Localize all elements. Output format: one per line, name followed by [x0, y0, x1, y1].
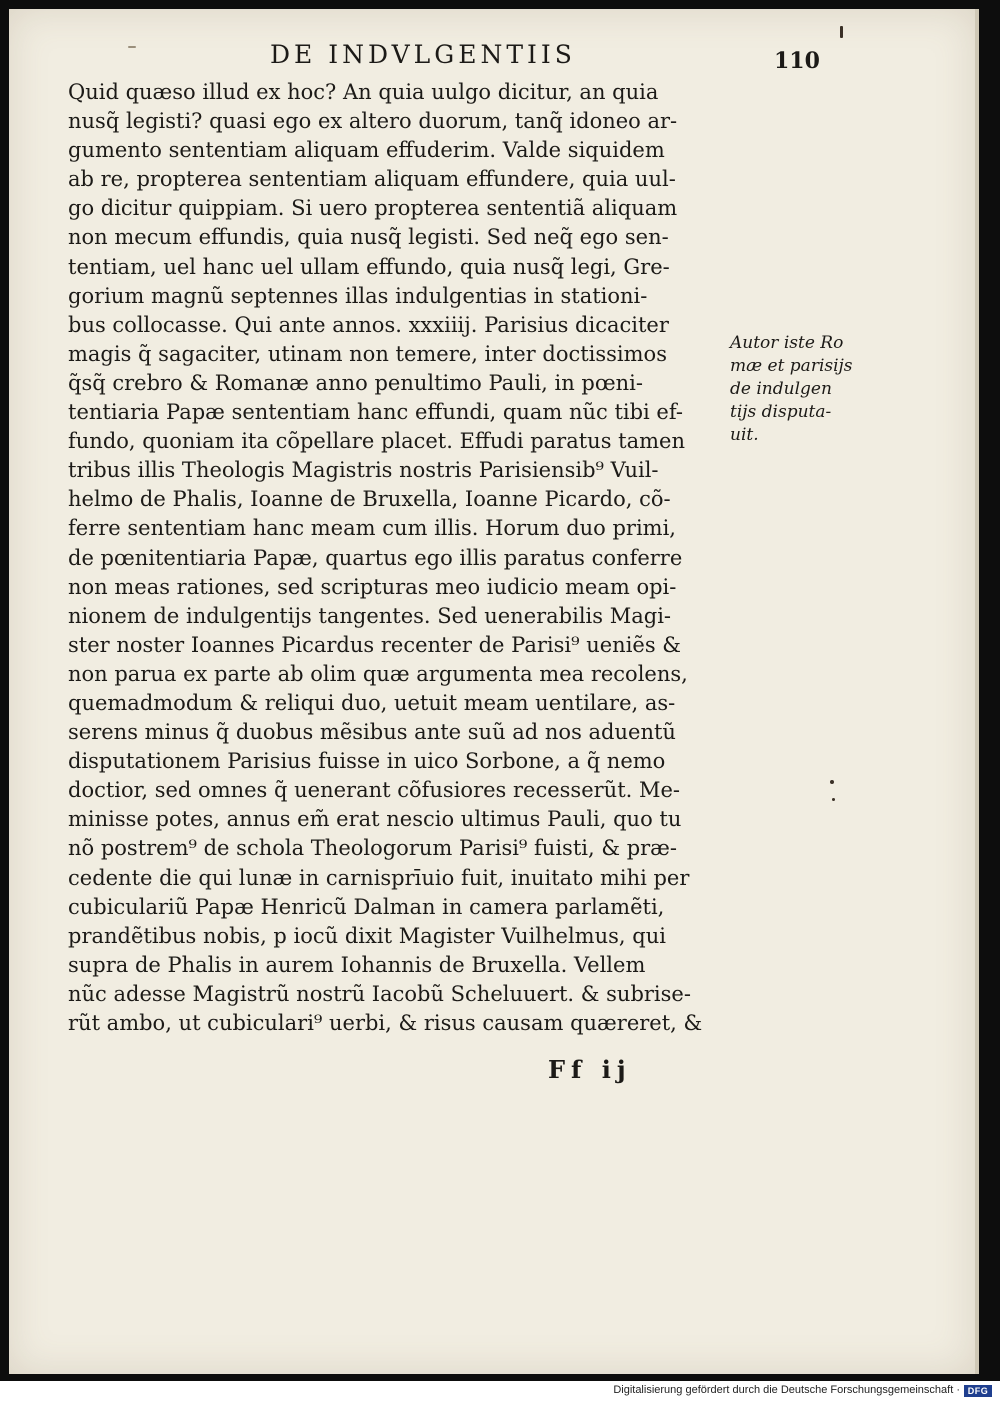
text-line: cubiculariũ Papæ Henricũ Dalman in camera parlamẽti, [68, 894, 665, 919]
text-line: helmo de Phalis, Ioanne de Bruxella, Ioanne Picardo, cõ- [68, 487, 671, 512]
text-line: magis q̃ sagaciter, utinam non temere, inter doctissimos [68, 341, 667, 366]
text-line: tribus illis Theologis Magistris nostris Parisiensib⁹ Vuil- [68, 458, 659, 483]
text-line: gorium magnũ septennes illas indulgentias in stationi- [68, 283, 648, 308]
text-line: cedente die qui lunæ in carnisprīuio fuit, inuitato mihi per [68, 865, 690, 890]
text-line: gumento sententiam aliquam effuderim. Valde siquidem [68, 138, 665, 163]
text-line: ster noster Ioannes Picardus recenter de Parisi⁹ ueniẽs & [68, 632, 681, 657]
text-line: quemadmodum & reliqui duo, uetuit meam uentilare, as- [68, 690, 676, 715]
marginal-note-line: mæ et parisijs [730, 356, 853, 376]
page-number: 110 [774, 48, 820, 74]
text-line: non parua ex parte ab olim quæ argumenta mea recolens, [68, 661, 688, 686]
footer-credit: Digitalisierung gefördert durch die Deutsche Forschungsgemeinschaft · [613, 1384, 960, 1396]
text-line: Quid quæso illud ex hoc? An quia uulgo dicitur, an quia [68, 80, 659, 104]
text-line: minisse potes, annus em̃ erat nescio ultimus Pauli, quo tu [68, 807, 682, 832]
text-line: non meas rationes, sed scripturas meo iudicio meam opi- [68, 574, 677, 599]
text-line: doctior, sed omnes q̃ uenerant cõfusiores recesserũt. Me- [68, 778, 681, 803]
ink-speck [830, 780, 834, 784]
signature-mark: Ff ij [548, 1055, 632, 1084]
text-line: bus collocasse. Qui ante annos. xxxiiij. Parisius dicaciter [68, 312, 669, 337]
text-line: nũc adesse Magistrũ nostrũ Iacobũ Scheluuert. & subrise- [68, 981, 691, 1006]
text-line: rũt ambo, ut cubiculari⁹ uerbi, & risus causam quæreret, & [68, 1011, 703, 1035]
text-line: tentiam, uel hanc uel ullam effundo, quia nusq̃ legi, Gre- [68, 254, 670, 279]
body-text [68, 78, 740, 1038]
ink-speck [128, 46, 136, 48]
marginal-note-line: de indulgen [730, 379, 832, 399]
marginal-note-line: tijs disputa- [730, 402, 832, 422]
text-line: tentiaria Papæ sententiam hanc effundi, quam nũc tibi ef- [68, 400, 683, 425]
marginal-note-line: uit. [730, 425, 759, 445]
marginal-note-line: Autor iste Ro [730, 333, 844, 353]
text-line: serens minus q̃ duobus mẽsibus ante suũ ad nos aduentũ [68, 720, 676, 745]
text-line: q̃sq̃ crebro & Romanæ anno penultimo Pauli, in pœni- [68, 370, 643, 395]
text-line: nionem de indulgentijs tangentes. Sed uenerabilis Magi- [68, 603, 672, 628]
marginal-note [730, 332, 868, 447]
text-line: supra de Phalis in aurem Iohannis de Bruxella. Vellem [68, 952, 646, 977]
text-line: fundo, quoniam ita cõpellare placet. Effudi paratus tamen [68, 429, 685, 454]
text-line: de pœnitentiaria Papæ, quartus ego illis paratus conferre [68, 545, 683, 570]
text-line: non mecum effundis, quia nusq̃ legisti. Sed neq̃ ego sen- [68, 225, 669, 250]
text-line: disputationem Parisius fuisse in uico Sorbone, a q̃ nemo [68, 749, 666, 774]
text-line: go dicitur quippiam. Si uero propterea sententiã aliquam [68, 196, 678, 221]
text-line: ferre sententiam hanc meam cum illis. Horum duo primi, [68, 516, 676, 541]
text-line: prandẽtibus nobis, p iocũ dixit Magister Vuilhelmus, qui [68, 923, 666, 948]
running-head: DE INDVLGENTIIS [270, 40, 576, 69]
ink-speck [840, 26, 843, 38]
text-line: nõ postrem⁹ de schola Theologorum Parisi⁹ fuisti, & præ- [68, 836, 678, 861]
text-line: nusq̃ legisti? quasi ego ex altero duorum, tanq̃ idoneo ar- [68, 109, 678, 134]
text-line: ab re, propterea sententiam aliquam effundere, quia uul- [68, 167, 676, 192]
page-edge [975, 9, 979, 1374]
ink-speck [832, 798, 835, 801]
dfg-logo: DFG [964, 1385, 992, 1397]
